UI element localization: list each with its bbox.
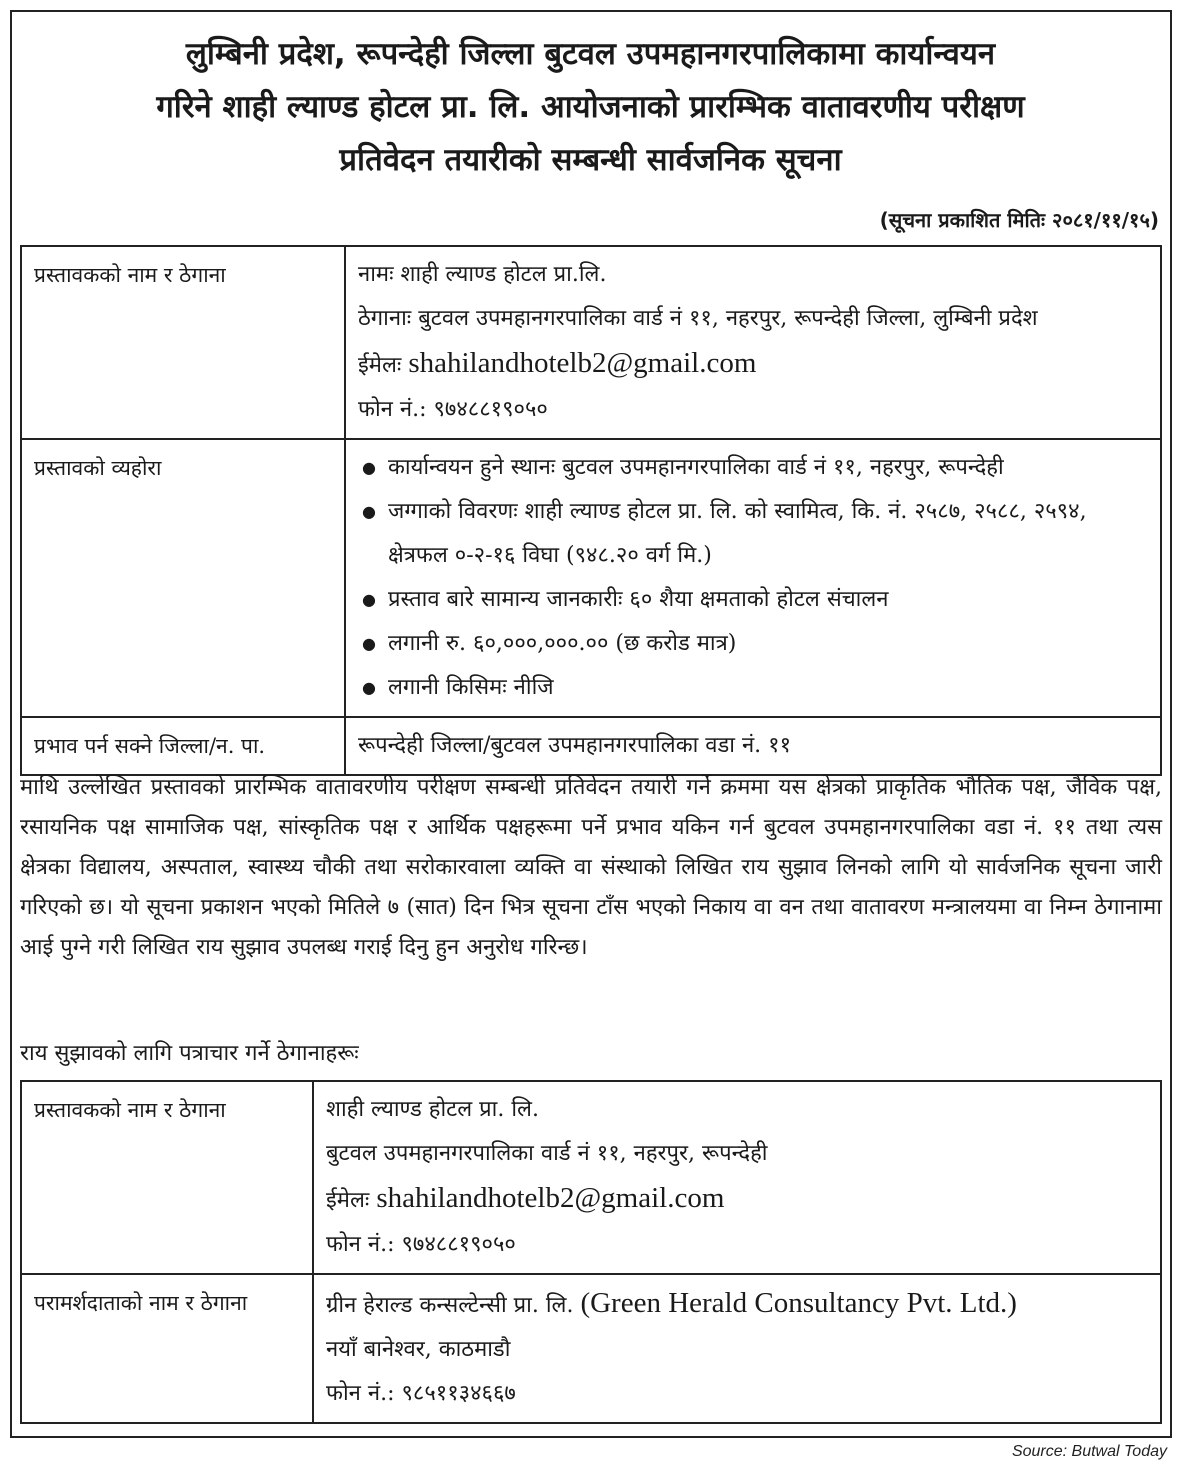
proposer-email-line: [358, 341, 1148, 388]
proposer-name: नामः शाही ल्याण्ड होटल प्रा.लि.: [358, 262, 607, 287]
table-row: [21, 1081, 1161, 1274]
proposer-address: ठेगानाः बुटवल उपमहानगरपालिका वार्ड नं ११, नहरपुर, रूपन्देही जिल्ला, लुम्बिनी प्रदेश: [358, 306, 1038, 331]
proposer-phone: फोन नं.: ९७४८८१९०५०: [358, 397, 548, 422]
contact-proposer-details: [313, 1081, 1161, 1274]
email-label: ईमेलः: [326, 1188, 370, 1213]
consultant-address: नयाँ बानेश्वर, काठमाडौ: [326, 1337, 511, 1362]
consultant-name-en: (Green Herald Consultancy Pvt. Ltd.): [580, 1287, 1017, 1319]
consultant-label: परामर्शदाताको नाम र ठेगाना: [21, 1274, 313, 1423]
contact-table: [20, 1080, 1162, 1424]
proposer-details: [345, 246, 1161, 439]
affected-area-value: रूपन्देही जिल्ला/बुटवल उपमहानगरपालिका वडा नं. ११: [345, 717, 1161, 775]
proposer-table: [20, 245, 1162, 776]
title-line-2: गरिने शाही ल्याण्ड होटल प्रा. लि. आयोजनाको प्रारम्भिक वातावरणीय परीक्षण: [156, 89, 1025, 125]
proposal-bullets: [358, 446, 1148, 710]
contact-phone: फोन नं.: ९७४८८१९०५०: [326, 1232, 516, 1257]
notice-title: [20, 28, 1161, 187]
correspondence-heading: राय सुझावको लागि पत्राचार गर्ने ठेगानाहरूः: [20, 1041, 359, 1066]
email-label: ईमेलः: [358, 353, 402, 378]
notice-body-text: माथि उल्लेखित प्रस्तावको प्रारम्भिक वातावरणीय परीक्षण सम्बन्धी प्रतिवेदन तयारी गर्ने क्रममा यस क्षेत्रको प्राकृतिक भौतिक पक्ष, जैविक पक्ष, रसायनिक पक्ष सामाजिक पक्ष, सांस्कृतिक पक्ष र आर्थिक पक्षहरूमा पर्ने प्रभाव यकिन गर्न बुटवल उपमहानगरपालिका वडा नं. ११ तथा त्यस क्षेत्रका विद्यालय, अस्पताल, स्वास्थ्य चौकी तथा सरोकारवाला व्यक्ति वा संस्थाको लिखित राय सुझाव लिनको लागि यो सार्वजनिक सूचना जारी गरिएको छ। यो सूचना प्रकाशन भएको मितिले ७ (सात) दिन भित्र सूचना टाँस भएको निकाय वा वन तथा वातावरण मन्त्रालयमा वा निम्न ठेगानामा आई पुग्ने गरी लिखित राय सुझाव उपलब्ध गराई दिनु हुन अनुरोध गरिन्छ।: [20, 775, 1162, 960]
proposer-email: shahilandhotelb2@gmail.com: [408, 347, 757, 379]
list-item: ● लगानी किसिमः नीजि: [358, 666, 1148, 710]
contact-proposer-address: बुटवल उपमहानगरपालिका वार्ड नं ११, नहरपुर, रूपन्देही: [326, 1141, 768, 1166]
consultant-name-line: [326, 1281, 1148, 1328]
consultant-name-np: ग्रीन हेराल्ड कन्सल्टेन्सी प्रा. लि.: [326, 1293, 574, 1318]
list-item: ● प्रस्ताव बारे सामान्य जानकारीः ६० शैया क्षमताको होटल संचालन: [358, 578, 1148, 622]
proposal-description-label: प्रस्तावको व्यहोरा: [21, 439, 345, 717]
table-row: [21, 439, 1161, 717]
title-line-3: प्रतिवेदन तयारीको सम्बन्धी सार्वजनिक सूचना: [339, 142, 842, 178]
list-item: ● जग्गाको विवरणः शाही ल्याण्ड होटल प्रा. लि. को स्वामित्व, कि. नं. २५८७, २५८८, २५९४, क्षेत्रफल ०-२-१६ विघा (९४८.२० वर्ग मि.): [358, 490, 1148, 578]
table-row: [21, 717, 1161, 775]
proposer-label: प्रस्तावकको नाम र ठेगाना: [21, 246, 345, 439]
title-line-1: लुम्बिनी प्रदेश, रूपन्देही जिल्ला बुटवल उपमहानगरपालिकामा कार्यान्वयन: [185, 36, 996, 72]
table-row: [21, 246, 1161, 439]
proposal-description: [345, 439, 1161, 717]
table-row: [21, 1274, 1161, 1423]
consultant-details: [313, 1274, 1161, 1423]
publication-date: (सूचना प्रकाशित मितिः २०८१/११/१५): [879, 208, 1159, 232]
notice-paragraph: [20, 768, 1162, 968]
contact-proposer-name: शाही ल्याण्ड होटल प्रा. लि.: [326, 1097, 539, 1122]
contact-email-line: [326, 1176, 1148, 1223]
contact-email: shahilandhotelb2@gmail.com: [376, 1182, 725, 1214]
affected-area-label: प्रभाव पर्न सक्ने जिल्ला/न. पा.: [21, 717, 345, 775]
consultant-phone: फोन नं.: ९८५११३४६६७: [326, 1381, 516, 1406]
source-credit: Source: Butwal Today: [1011, 1443, 1167, 1460]
list-item: ● कार्यान्वयन हुने स्थानः बुटवल उपमहानगरपालिका वार्ड नं ११, नहरपुर, रूपन्देही: [358, 446, 1148, 490]
contact-proposer-label: प्रस्तावकको नाम र ठेगाना: [21, 1081, 313, 1274]
list-item: ● लगानी रु. ६०,०००,०००.०० (छ करोड मात्र): [358, 622, 1148, 666]
